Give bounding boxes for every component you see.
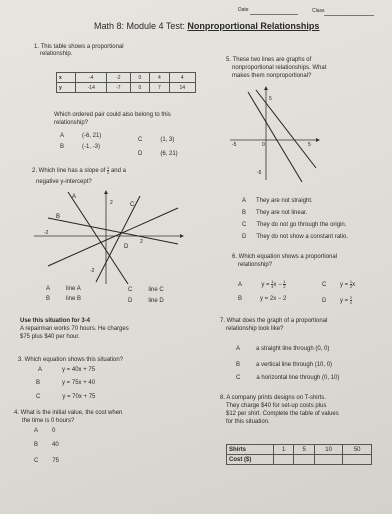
q8-table bbox=[226, 444, 372, 465]
choice-letter: C bbox=[138, 137, 143, 143]
q4-choice-a[interactable] bbox=[34, 428, 55, 434]
choice-letter: A bbox=[238, 282, 242, 289]
q2-prompt-text-end: and a bbox=[110, 168, 126, 175]
choice-letter: C bbox=[322, 282, 327, 289]
q2-line-b bbox=[48, 218, 178, 244]
choice-letter: D bbox=[322, 298, 327, 305]
q5-origin-label: 0 bbox=[262, 142, 265, 148]
q2-choice-c[interactable] bbox=[128, 287, 164, 293]
choice-text: 40 bbox=[52, 442, 59, 448]
class-label: Class bbox=[312, 8, 325, 14]
fraction-numerator: 2 bbox=[349, 295, 353, 300]
choice-letter: D bbox=[128, 298, 133, 304]
q4-prompt-2: the time is 0 hours? bbox=[22, 418, 75, 424]
q1-x-cell: 0 bbox=[130, 73, 149, 83]
q8-shirts-cell: 5 bbox=[294, 445, 314, 455]
fraction-numerator: 1 bbox=[283, 279, 286, 284]
q4-choice-b[interactable] bbox=[34, 442, 59, 448]
q2-x-arrow bbox=[180, 234, 184, 238]
choice-text: (-6, 21) bbox=[82, 133, 102, 139]
equation-fraction bbox=[350, 296, 352, 305]
date-label: Date bbox=[238, 7, 249, 13]
q2-choice-b[interactable] bbox=[46, 296, 81, 302]
q1-y-cell: 7 bbox=[150, 83, 169, 93]
choice-text: (6, 21) bbox=[160, 151, 178, 157]
q1-y-cell: 14 bbox=[169, 83, 195, 93]
choice-letter: B bbox=[60, 144, 65, 150]
choice-text: a vertical line through (10, 0) bbox=[256, 362, 333, 368]
q7-prompt-2: relationship look like? bbox=[226, 326, 284, 332]
q5-choice-b[interactable] bbox=[242, 210, 307, 216]
situation-line-1: A repairman works 70 hours. He charges bbox=[20, 326, 129, 332]
q1-table bbox=[56, 72, 196, 93]
fraction-denominator: 2 bbox=[107, 170, 110, 175]
q2-tick-x-neg: -2 bbox=[44, 230, 49, 236]
choice-text: y = 2x − 2 bbox=[260, 296, 287, 302]
q6-prompt-2: relationship? bbox=[238, 262, 273, 268]
q1-table-y-row bbox=[57, 83, 196, 93]
q8-cost-input-cell[interactable] bbox=[294, 455, 314, 465]
choice-letter: B bbox=[34, 442, 39, 448]
q8-shirts-cell: 10 bbox=[314, 445, 343, 455]
choice-text: y = 70x + 75 bbox=[62, 394, 96, 400]
q1-table-x-row bbox=[57, 73, 196, 83]
q7-choice-b[interactable] bbox=[236, 362, 332, 368]
q2-tick-x-pos: 2 bbox=[140, 239, 143, 245]
q1-choice-a[interactable] bbox=[60, 133, 101, 139]
q6-choice-b[interactable] bbox=[238, 296, 286, 302]
title-prefix: Math 8: Module 4 Test: bbox=[94, 21, 185, 31]
q5-line-1 bbox=[248, 92, 302, 182]
q1-prompt-2: relationship. bbox=[40, 51, 73, 57]
q5-tick-y-neg: -5 bbox=[257, 170, 262, 176]
q5-tick-x-neg: -5 bbox=[232, 142, 237, 148]
choice-text: They are not linear. bbox=[256, 210, 308, 216]
fraction-numerator: 1 bbox=[349, 279, 353, 284]
q1-ask-1: Which ordered pair could also belong to this bbox=[54, 112, 171, 118]
q1-y-cell: -14 bbox=[76, 83, 107, 93]
q6-choice-a[interactable] bbox=[238, 280, 286, 289]
q8-cost-row bbox=[227, 455, 372, 465]
choice-letter: D bbox=[242, 234, 247, 240]
choice-letter: B bbox=[36, 380, 41, 386]
equation-middle: x − bbox=[273, 282, 284, 289]
q1-choice-b[interactable] bbox=[60, 144, 100, 150]
choice-text: a straight line through (0, 0) bbox=[256, 346, 330, 352]
q1-choice-d[interactable] bbox=[138, 151, 178, 157]
choice-text: a horizontal line through (0, 10) bbox=[256, 375, 340, 381]
q1-y-cell: 0 bbox=[130, 83, 149, 93]
choice-letter: C bbox=[242, 222, 247, 228]
choice-letter: B bbox=[238, 296, 243, 302]
fraction-denominator: 2 bbox=[283, 284, 286, 289]
q3-choice-c[interactable] bbox=[36, 394, 95, 400]
worksheet-title bbox=[94, 22, 319, 31]
choice-text: 0 bbox=[52, 428, 56, 434]
choice-letter: C bbox=[34, 458, 39, 464]
q8-prompt-3: $12 per shirt. Complete the table of values bbox=[226, 411, 339, 417]
q8-prompt-1: 8. A company prints designs on T-shirts. bbox=[220, 395, 326, 401]
q2-slope-fraction bbox=[107, 166, 109, 175]
q8-cost-input-cell[interactable] bbox=[314, 455, 343, 465]
choice-text: (-1, -3) bbox=[82, 144, 101, 150]
q8-shirts-cell: 1 bbox=[274, 445, 294, 455]
q5-prompt-2: nonproportional relationships. What bbox=[232, 65, 327, 71]
choice-text: They do not go through the origin. bbox=[256, 222, 347, 228]
q5-graph bbox=[226, 84, 322, 184]
title-topic: Nonproportional Relationships bbox=[187, 21, 320, 31]
q8-cost-input-cell[interactable] bbox=[274, 455, 294, 465]
choice-letter: A bbox=[236, 346, 241, 352]
choice-text: (1, 3) bbox=[160, 137, 175, 143]
choice-letter: A bbox=[46, 286, 51, 292]
choice-letter: C bbox=[236, 375, 241, 381]
q8-prompt-4: for this situation. bbox=[226, 419, 270, 425]
q6-choice-c[interactable] bbox=[322, 280, 355, 289]
equation-lhs: y = bbox=[340, 282, 350, 289]
equation-lhs: y = bbox=[340, 298, 350, 305]
choice-text: They are not straight. bbox=[256, 198, 313, 204]
q1-prompt-1: 1. This table shows a proportional bbox=[34, 44, 124, 50]
q2-choice-d[interactable] bbox=[128, 298, 164, 304]
q7-prompt-1: 7. What does the graph of a proportional bbox=[220, 318, 328, 324]
q8-shirts-label: Shirts bbox=[227, 445, 274, 455]
q2-y-arrow bbox=[104, 190, 108, 194]
q5-prompt-3: makes them nonproportional? bbox=[232, 73, 312, 79]
q2-tick-y-pos: 2 bbox=[110, 200, 113, 206]
situation-heading: Use this situation for 3-4 bbox=[20, 318, 91, 324]
q2-prompt-2: negative y-intercept? bbox=[36, 179, 92, 185]
fraction-numerator: 1 bbox=[107, 165, 110, 170]
q2-tick-y-neg: -2 bbox=[90, 268, 95, 274]
fraction-denominator: 4 bbox=[271, 284, 274, 289]
equation-lhs: y = bbox=[261, 282, 272, 289]
q1-x-cell: 4 bbox=[150, 73, 169, 83]
fraction-denominator: x bbox=[349, 300, 352, 305]
choice-letter: C bbox=[36, 394, 41, 400]
q8-prompt-2: They charge $40 for set-up costs plus bbox=[226, 403, 327, 409]
choice-letter: A bbox=[60, 133, 65, 139]
q2-choice-a[interactable] bbox=[46, 286, 81, 292]
choice-letter: A bbox=[242, 198, 247, 204]
fraction-denominator: 2 bbox=[349, 284, 353, 289]
q8-shirts-row bbox=[227, 445, 372, 455]
q1-choice-c[interactable] bbox=[138, 137, 174, 143]
choice-letter: B bbox=[236, 362, 241, 368]
q2-label-b: B bbox=[56, 214, 61, 220]
q5-prompt-1: 5. These two lines are graphs of bbox=[226, 57, 312, 63]
choice-letter: B bbox=[242, 210, 247, 216]
choice-text: y = 75x + 40 bbox=[62, 380, 96, 386]
q3-prompt: 3. Which equation shows this situation? bbox=[18, 357, 124, 363]
q2-prompt-1 bbox=[32, 166, 126, 175]
q8-cost-input-cell[interactable] bbox=[343, 455, 372, 465]
date-blank bbox=[250, 14, 298, 15]
q5-choice-c[interactable] bbox=[242, 222, 346, 228]
equation-rhs: x bbox=[352, 282, 356, 289]
q1-y-cell: -7 bbox=[107, 83, 131, 93]
choice-text: 75 bbox=[52, 458, 60, 464]
choice-text: line B bbox=[66, 296, 82, 302]
q5-choice-d[interactable] bbox=[242, 234, 348, 240]
q2-graph bbox=[28, 188, 188, 288]
q1-ask-2: relationship? bbox=[54, 120, 89, 126]
q8-cost-label: Cost ($) bbox=[227, 455, 274, 465]
q5-choice-a[interactable] bbox=[242, 198, 313, 204]
choice-letter: A bbox=[38, 367, 43, 373]
class-blank bbox=[324, 15, 374, 16]
q2-line-d bbox=[48, 208, 178, 266]
q8-shirts-cell: 50 bbox=[343, 445, 372, 455]
q1-x-cell: 4 bbox=[169, 73, 195, 83]
q1-y-label: y bbox=[57, 83, 76, 93]
choice-text: line C bbox=[148, 287, 164, 293]
q5-x-arrow bbox=[316, 138, 320, 142]
choice-letter: D bbox=[138, 151, 143, 157]
situation-line-2: $75 plus $40 per hour. bbox=[20, 334, 80, 340]
q1-x-label: x bbox=[57, 73, 76, 83]
q6-prompt-1: 6. Which equation shows a proportional bbox=[232, 254, 338, 260]
choice-text: They do not show a constant ratio. bbox=[256, 234, 349, 240]
q3-choice-a[interactable] bbox=[38, 367, 95, 373]
fraction-numerator: 1 bbox=[271, 279, 274, 284]
choice-letter: A bbox=[34, 428, 39, 434]
q3-choice-b[interactable] bbox=[36, 380, 95, 386]
choice-letter: C bbox=[128, 287, 133, 293]
q2-label-c: C bbox=[130, 202, 135, 208]
choice-text: y = 40x + 75 bbox=[62, 367, 96, 373]
q2-label-d: D bbox=[124, 244, 129, 250]
q6-choice-d[interactable] bbox=[322, 296, 352, 305]
q1-x-cell: -4 bbox=[76, 73, 107, 83]
choice-letter: B bbox=[46, 296, 51, 302]
q2-label-a: A bbox=[72, 194, 77, 200]
q5-tick-x-pos: 5 bbox=[308, 142, 311, 148]
q7-choice-a[interactable] bbox=[236, 346, 329, 352]
choice-text: line A bbox=[66, 286, 81, 292]
q5-tick-y-pos: 5 bbox=[269, 96, 272, 102]
q7-choice-c[interactable] bbox=[236, 375, 339, 381]
q5-y-arrow bbox=[264, 86, 268, 90]
equation-fraction bbox=[283, 280, 285, 289]
q4-prompt-1: 4. What is the initial value, the cost when bbox=[14, 410, 123, 416]
q1-x-cell: -2 bbox=[107, 73, 131, 83]
choice-text: line D bbox=[148, 298, 164, 304]
q4-choice-c[interactable] bbox=[34, 458, 59, 464]
q2-prompt-text: 2. Which line has a slope of bbox=[32, 168, 106, 175]
